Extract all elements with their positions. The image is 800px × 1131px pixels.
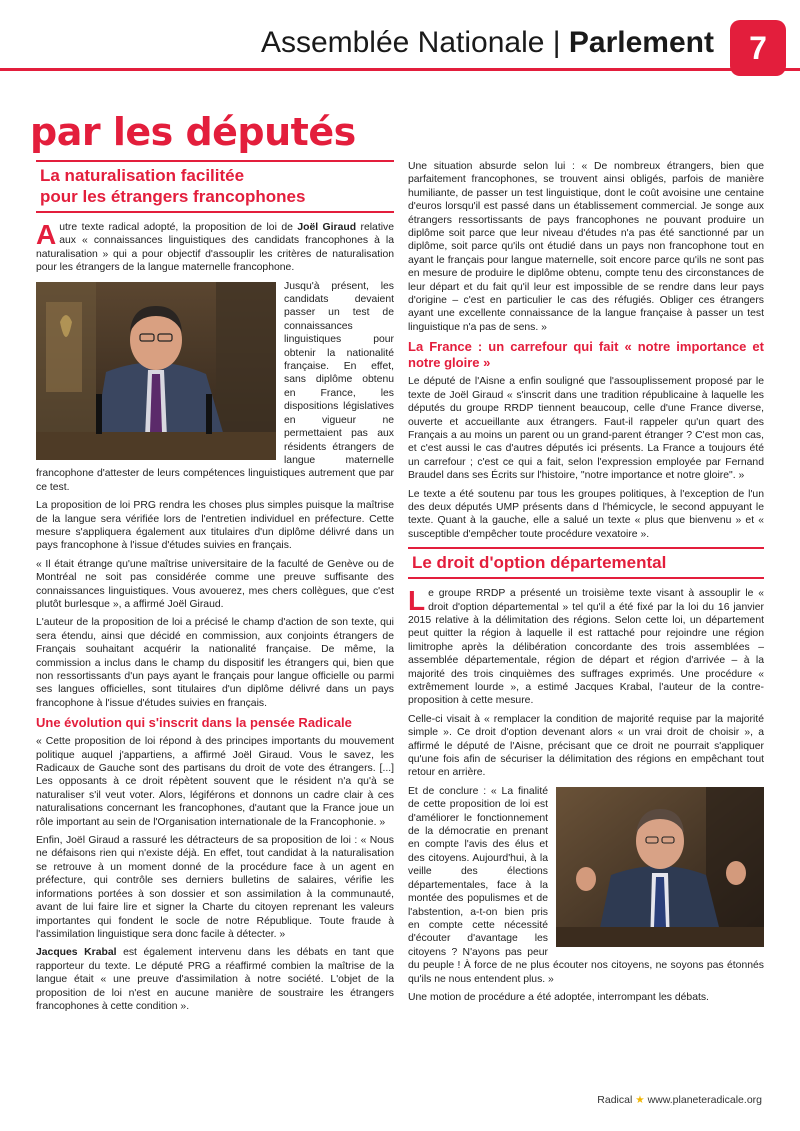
- header-separator: |: [552, 26, 561, 59]
- speaker-photo: [36, 282, 276, 460]
- right-paragraph-5: Celle-ci visait à « remplacer la condition de majorité requise par la majorité simple ». Ce droit d'option devenant alors « un vrai droit de choisir », a affirmé le député de l'Aisne, précisant que ce droit ne pourrait s'appliquer qu'une fois afin de sécuriser la délimitation des régions en empêchant tout retour en arrière.: [408, 713, 764, 779]
- paragraph-1: Jusqu'à présent, les candidats devaient passer un test de connaissances linguistiques pour obtenir la nationalité française. En effet, sans diplôme obtenu en France, les dispositions législatives en vigueur ne permettaient pas aux résidents étrangers de langue maternelle francophone d'attester de leurs compétences linguistiques autrement que par ce test.: [36, 280, 394, 493]
- photo-joel-giraud: [36, 282, 276, 460]
- right-paragraph-7: Une motion de procédure a été adoptée, interrompant les débats.: [408, 991, 709, 1003]
- header-title: [261, 26, 714, 60]
- article-title-droit-option: Le droit d'option départemental: [412, 553, 667, 573]
- star-icon: ★: [635, 1094, 645, 1106]
- section-title: par les députés: [30, 110, 356, 154]
- paragraph-2: La proposition de loi PRG rendra les choses plus simples puisque la maîtrise de la langue sera vérifiée lors de l'entretien individuel en préfecture. Cette mesure s'appliquera également aux titulaires d'un diplôme délivré dans un pays francophone à l'issue d'études suivies en français.: [36, 500, 394, 552]
- paragraph-3: « Il était étrange qu'une maîtrise universitaire de la faculté de Genève ou de Montréal ne soit pas considérée comme une preuve suffisante des connaissances linguistiques. Vous avouerez, mes chers collègues, que c'est plutôt burlesque », a affirmé Joël Giraud.: [36, 558, 394, 610]
- paragraph-6: Enfin, Joël Giraud a rassuré les détracteurs de sa proposition de loi : « Nous ne défaisons rien qui n'existe déjà. En effet, tout candidat à la naturalisation se retrouve à un moment donné de la procédure face à un agent en préfecture, qui contrôle ses derniers bulletins de salaires, vérifie les informations portées à son dossier et son assimilation à la communauté, avant de lui faire lire et signer la Charte du citoyen reprenant les valeurs importantes qui fondent le socle de notre République. Toute fraude à l'assimilation linguistique sera donc facile à détecter. »: [36, 835, 394, 940]
- footer-brand: Radical: [597, 1094, 633, 1106]
- speaker-photo-2: [556, 787, 764, 947]
- footer-url[interactable]: www.planeteradicale.org: [647, 1094, 762, 1106]
- paragraph-4: L'auteur de la proposition de loi a précisé le champ d'action de son texte, qui sera étendu, ainsi que décidé en commission, aux conjoints étrangers de Français souhaitant acquérir la nationalité française. De même, la commission a inclus dans le champ du dispositif les étrangers qui, bien que non ressortissants d'un pays ayant le français pour langue officielle ou parmi ses langues officielles, sont titulaires d'un diplôme délivré dans un pays francophone à l'issue d'études suivies en français.: [36, 617, 394, 709]
- dropcap-2: L: [408, 585, 426, 617]
- header-rule: [0, 68, 800, 71]
- article-title-line1: La naturalisation facilitée: [40, 166, 245, 185]
- article-title-box-2: [408, 547, 764, 579]
- right-paragraph-6: Et de conclure : « La finalité de cette proposition de loi est d'améliorer le fonctionnement de la démocratie en prenant en compte l'avis des élus et des citoyens. Aujourd'hui, à la veille des élections départementales, face à la montée des populismes et de l'abstention, a-t-on bien pris en compte cette nécessité d'écouter d'avantage les citoyens ? N'ayons pas peur du peuple ! À force de ne plus écouter nos citoyens, ne soyons pas étonnés qu'ils ne nous entendent plus. »: [408, 785, 764, 985]
- intro-paragraph: Autre texte radical adopté, la proposition de loi de Joël Giraud relative aux « connaissances linguistiques des candidats francophones à la naturalisation » qui a pour objectif d'assouplir les critères de naturalisation pour les étrangers de la langue maternelle francophone.: [36, 219, 394, 274]
- page-header: [0, 0, 800, 75]
- right-paragraph-1: Une situation absurde selon lui : « De nombreux étrangers, bien que parfaitement francophones, se trouvent ainsi obligés, parfois de manière humiliante, de passer un test linguistique, dont le coût avoisine une centaine d'euros lorsqu'il est passé dans un établissement commercial. Je songe aux étrangers ressortissants de pays francophones ne pouvant produire un diplôme soit parce que leur niveau d'études n'a pas été sanctionné par un diplôme, soit parce qu'ils ont étudié dans un pays non francophone tout en ayant le français pour langue maternelle, soit encore parce qu'ils ne sont pas en mesure de produire le diplôme obtenu, compte tenu des circonstances de leur départ et du fait qu'il leur est impossible de se rendre dans leur pays d'origine – c'est en particulier le cas des réfugiés. Obliger ces étrangers ayant une excellente connaissance de la langue française à passer un test linguistique n'a pas de sens. »: [408, 161, 764, 333]
- right-paragraph-3: Le texte a été soutenu par tous les groupes politiques, à l'exception de l'un des deux députés UMP présents dans d l'hémicycle, le second appuyant le texte. Quant à la gauche, elle a salué un texte « plus que bienvenu » et « susceptible d'empêcher toute procédure vexatoire ».: [408, 488, 764, 540]
- paragraph-7: Jacques Krabal est également intervenu dans les débats en tant que rapporteur du texte. Le député PRG a réaffirmé combien la maîtrise de la langue était « une preuve d'assimilation à notre société. L'objet de la proposition de loi n'est en aucune manière de soustraire les étrangers francophones à cette condition ».: [36, 947, 394, 1012]
- right-paragraph-2: Le député de l'Aisne a enfin souligné que l'assouplissement proposé par le texte de Joël Giraud « s'inscrit dans une tradition républicaine à laquelle les députés du groupe RRDP tiennent beaucoup, celle d'une France diverse, ouverte et accueillante aux étrangers. Faut-il rappeler qu'un quart des Français a au moins un parent ou un grand-parent étranger ? C'est mon cas, et c'est aussi le cas d'autres députés ici présents. La France a toujours été un carrefour ; c'est ce qui a fait, selon l'expression employée par Fernand Braudel dans ses Écrits sur l'histoire, "notre importance et notre gloire". »: [408, 376, 764, 482]
- page-footer: [597, 1094, 762, 1106]
- subheading-carrefour: La France : un carrefour qui fait « notre importance et notre gloire »: [408, 339, 764, 371]
- photo-jacques-krabal: [556, 787, 764, 947]
- article-title-box: [36, 160, 394, 213]
- right-column: [408, 160, 764, 1009]
- paragraph-5: « Cette proposition de loi répond à des principes importants du mouvement politique auquel j'appartiens, a affirmé Joël Giraud. Vous le savez, les Radicaux de Gauche sont des partisans du droit de vote des étrangers. [...] Les opposants à ce droit répètent souvent que le résident n'a qu'à se naturaliser s'il veut voter. Alors, légiférons et donnons un cadre clair à ces naturalisations concernant les francophones, d'autant que la France joue un rôle important au sein de l'Organisation internationale de la Francophonie. »: [36, 736, 394, 828]
- left-column: [36, 160, 394, 1018]
- author-name: Joël Giraud: [297, 222, 357, 233]
- dropcap: A: [36, 219, 57, 250]
- header-title-right: Parlement: [568, 26, 714, 59]
- krabal-name: Jacques Krabal: [36, 947, 117, 959]
- header-title-left: Assemblée Nationale: [260, 26, 545, 59]
- subheading-radicale: Une évolution qui s'inscrit dans la pensée Radicale: [36, 715, 352, 731]
- page-number-badge: 7: [730, 20, 786, 76]
- right-paragraph-4: Le groupe RRDP a présenté un troisième texte visant à assouplir le « droit d'option départemental » tel qu'il a été fixé par la loi du 16 janvier 2015 relative à la délimitation des régions. Selon cette loi, un département peut quitter la région à laquelle il est rattaché pour rejoindre une région limitrophe après la délibération concordante des trois assemblées – assemblée départementale, région de départ et région d'arrivée – à la majorité des trois cinquièmes des suffrages exprimés. Une procédure « extrêmement lourde », a estimé Jacques Krabal, l'auteur de la contre-proposition à cette mesure.: [408, 585, 764, 707]
- article-title-line2: pour les étrangers francophones: [40, 187, 306, 206]
